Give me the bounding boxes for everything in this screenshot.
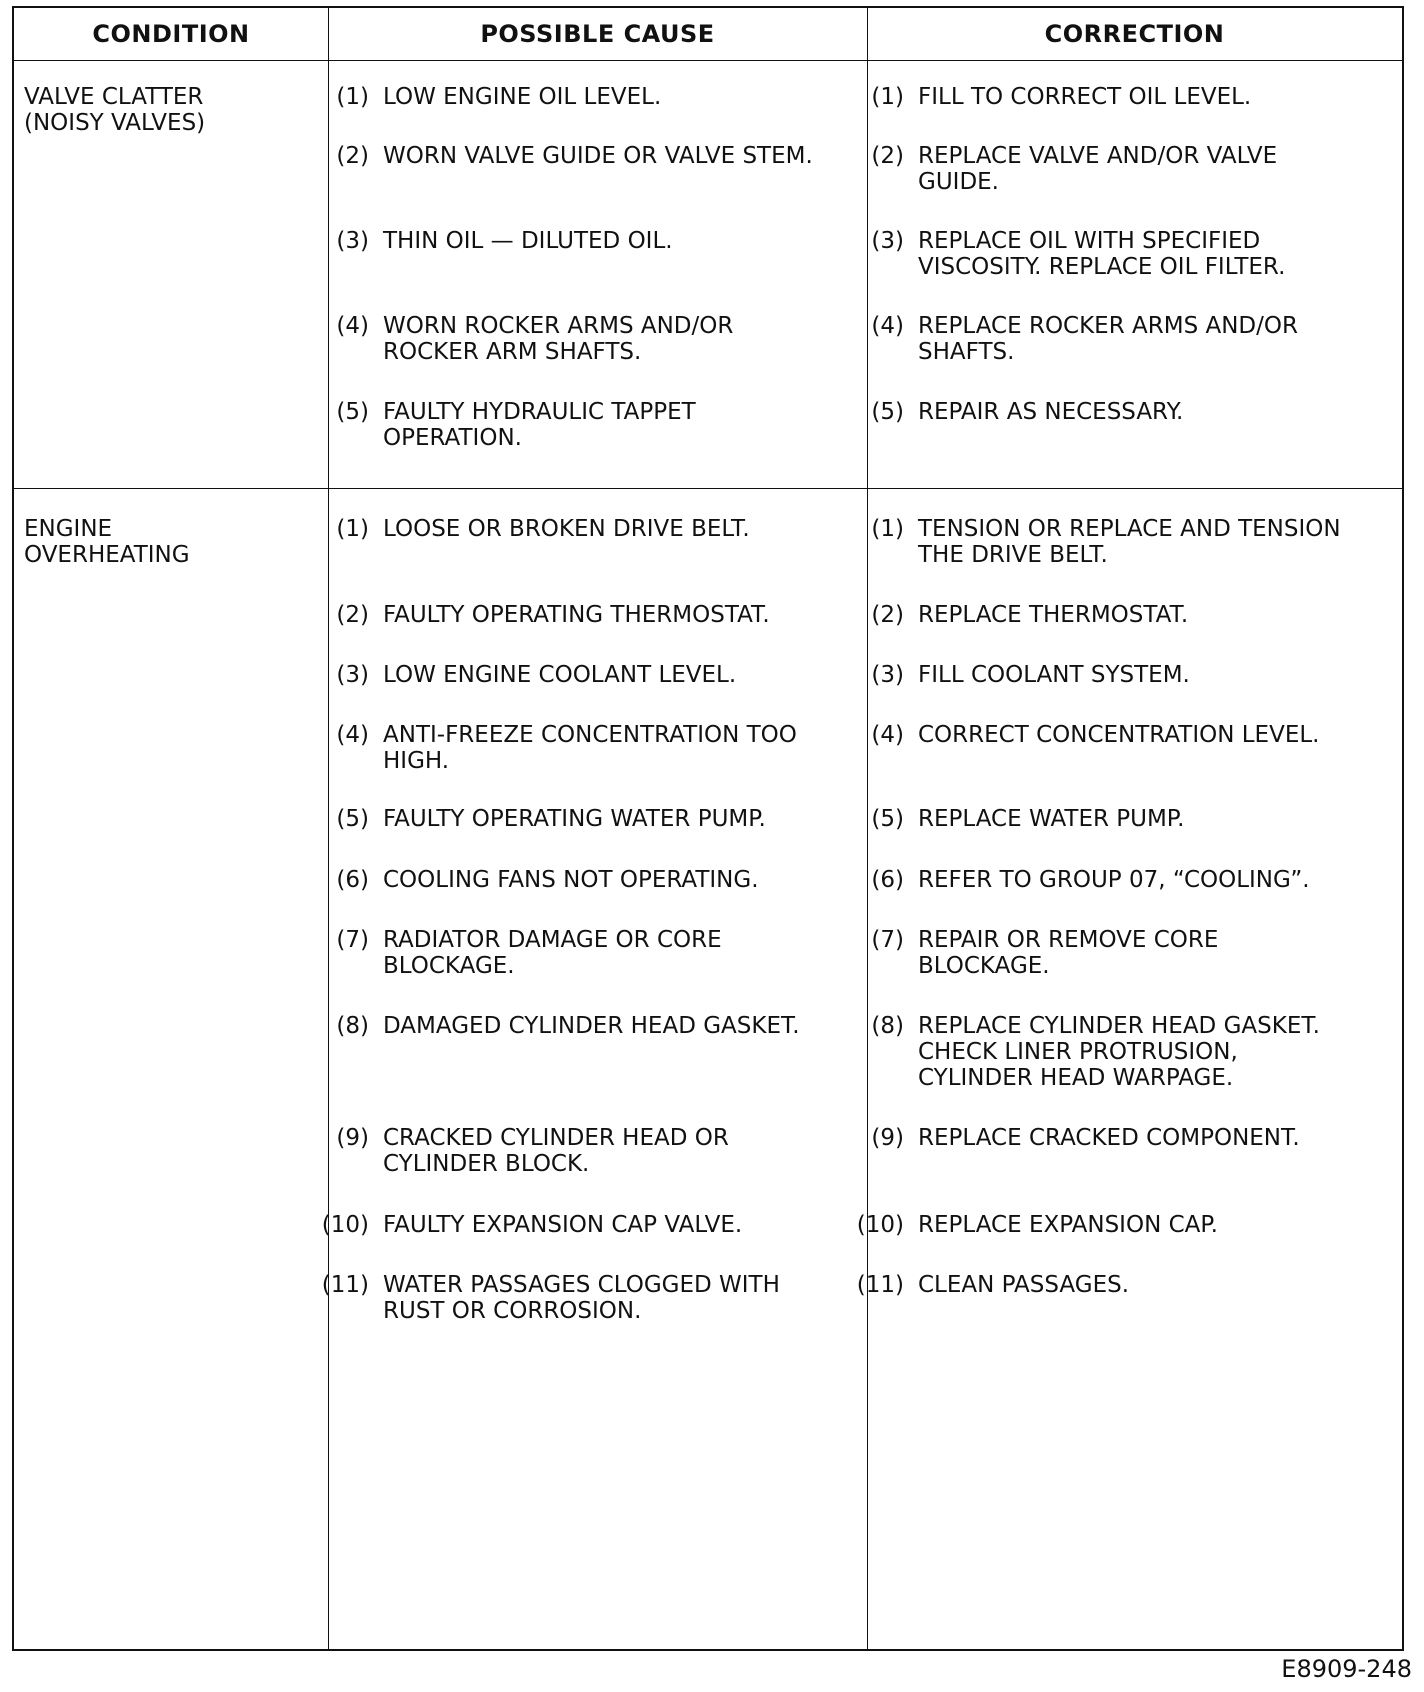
cause-text: WORN VALVE GUIDE OR VALVE STEM. — [383, 143, 813, 169]
item-number: (2) — [871, 143, 904, 169]
item-number: (4) — [336, 722, 369, 748]
correction-item — [856, 722, 1401, 748]
correction-item — [856, 516, 1401, 568]
correction-text: REPLACE OIL WITH SPECIFIED VISCOSITY. REPLACE OIL FILTER. — [918, 228, 1286, 280]
cause-text: COOLING FANS NOT OPERATING. — [383, 867, 759, 893]
correction-item — [856, 84, 1401, 110]
cause-item — [319, 806, 869, 832]
item-number: (10) — [856, 1212, 904, 1238]
item-number: (3) — [336, 228, 369, 254]
cause-text: THIN OIL — DILUTED OIL. — [383, 228, 673, 254]
correction-text: REPLACE CRACKED COMPONENT. — [918, 1125, 1300, 1151]
correction-item — [856, 1125, 1401, 1151]
correction-item — [856, 602, 1401, 628]
cause-text: LOW ENGINE COOLANT LEVEL. — [383, 662, 737, 688]
item-number: (4) — [871, 313, 904, 339]
cause-item — [319, 867, 869, 893]
item-number: (1) — [871, 84, 904, 110]
correction-text: CLEAN PASSAGES. — [918, 1272, 1130, 1298]
item-number: (2) — [871, 602, 904, 628]
troubleshooting-table — [12, 6, 1404, 1651]
row-divider — [14, 488, 1402, 489]
condition-engine-overheating: ENGINE OVERHEATING — [24, 516, 190, 568]
cause-item — [319, 1272, 869, 1324]
item-number: (11) — [856, 1272, 904, 1298]
cause-text: RADIATOR DAMAGE OR CORE BLOCKAGE. — [383, 927, 722, 979]
correction-item — [856, 806, 1401, 832]
item-number: (8) — [871, 1013, 904, 1039]
item-number: (7) — [871, 927, 904, 953]
correction-item — [856, 1212, 1401, 1238]
item-number: (9) — [871, 1125, 904, 1151]
cause-item — [319, 84, 869, 110]
cause-text: FAULTY EXPANSION CAP VALVE. — [383, 1212, 743, 1238]
cause-text: CRACKED CYLINDER HEAD OR CYLINDER BLOCK. — [383, 1125, 729, 1177]
item-number: (1) — [871, 516, 904, 542]
cause-item — [319, 228, 869, 254]
cause-item — [319, 313, 869, 365]
correction-item — [856, 143, 1401, 195]
figure-reference: E8909-248 — [1281, 1655, 1412, 1683]
cause-item — [319, 602, 869, 628]
item-number: (1) — [336, 516, 369, 542]
correction-item — [856, 313, 1401, 365]
item-number: (11) — [321, 1272, 369, 1298]
item-number: (6) — [336, 867, 369, 893]
cause-item — [319, 1212, 869, 1238]
cause-item — [319, 662, 869, 688]
item-number: (5) — [336, 399, 369, 425]
cause-item — [319, 516, 869, 542]
item-number: (9) — [336, 1125, 369, 1151]
item-number: (4) — [871, 722, 904, 748]
cause-item — [319, 927, 869, 979]
correction-text: REPLACE EXPANSION CAP. — [918, 1212, 1218, 1238]
header-correction: CORRECTION — [1044, 20, 1225, 48]
cause-text: FAULTY HYDRAULIC TAPPET OPERATION. — [383, 399, 696, 451]
cause-text: FAULTY OPERATING THERMOSTAT. — [383, 602, 770, 628]
correction-text: CORRECT CONCENTRATION LEVEL. — [918, 722, 1320, 748]
cause-text: LOOSE OR BROKEN DRIVE BELT. — [383, 516, 750, 542]
cause-item — [319, 722, 869, 774]
condition-valve-clatter: VALVE CLATTER (NOISY VALVES) — [24, 84, 206, 136]
cause-item — [319, 143, 869, 169]
item-number: (3) — [871, 228, 904, 254]
correction-item — [856, 662, 1401, 688]
correction-item — [856, 1272, 1401, 1298]
item-number: (2) — [336, 143, 369, 169]
correction-text: FILL COOLANT SYSTEM. — [918, 662, 1190, 688]
item-number: (5) — [871, 399, 904, 425]
item-number: (10) — [321, 1212, 369, 1238]
correction-text: REPLACE THERMOSTAT. — [918, 602, 1189, 628]
item-number: (7) — [336, 927, 369, 953]
correction-text: REPLACE CYLINDER HEAD GASKET. CHECK LINER PROTRUSION, CYLINDER HEAD WARPAGE. — [918, 1013, 1320, 1091]
correction-item — [856, 228, 1401, 280]
item-number: (3) — [336, 662, 369, 688]
correction-text: TENSION OR REPLACE AND TENSION THE DRIVE BELT. — [918, 516, 1341, 568]
correction-text: REFER TO GROUP 07, “COOLING”. — [918, 867, 1310, 893]
header-condition: CONDITION — [92, 20, 250, 48]
cause-item — [319, 1125, 869, 1177]
correction-text: REPLACE VALVE AND/OR VALVE GUIDE. — [918, 143, 1278, 195]
item-number: (3) — [871, 662, 904, 688]
correction-item — [856, 399, 1401, 425]
correction-item — [856, 927, 1401, 979]
cause-item — [319, 1013, 869, 1039]
correction-text: REPLACE WATER PUMP. — [918, 806, 1185, 832]
item-number: (2) — [336, 602, 369, 628]
correction-item — [856, 867, 1401, 893]
correction-text: FILL TO CORRECT OIL LEVEL. — [918, 84, 1252, 110]
header-divider — [14, 60, 1402, 61]
header-possible-cause: POSSIBLE CAUSE — [480, 20, 715, 48]
cause-text: WORN ROCKER ARMS AND/OR ROCKER ARM SHAFTS. — [383, 313, 734, 365]
cause-text: LOW ENGINE OIL LEVEL. — [383, 84, 662, 110]
item-number: (4) — [336, 313, 369, 339]
correction-text: REPLACE ROCKER ARMS AND/OR SHAFTS. — [918, 313, 1298, 365]
cause-item — [319, 399, 869, 451]
cause-text: ANTI-FREEZE CONCENTRATION TOO HIGH. — [383, 722, 797, 774]
item-number: (1) — [336, 84, 369, 110]
item-number: (5) — [871, 806, 904, 832]
correction-item — [856, 1013, 1401, 1091]
cause-text: DAMAGED CYLINDER HEAD GASKET. — [383, 1013, 800, 1039]
correction-text: REPAIR AS NECESSARY. — [918, 399, 1184, 425]
cause-text: FAULTY OPERATING WATER PUMP. — [383, 806, 766, 832]
item-number: (6) — [871, 867, 904, 893]
cause-text: WATER PASSAGES CLOGGED WITH RUST OR CORROSION. — [383, 1272, 780, 1324]
item-number: (8) — [336, 1013, 369, 1039]
correction-text: REPAIR OR REMOVE CORE BLOCKAGE. — [918, 927, 1219, 979]
item-number: (5) — [336, 806, 369, 832]
